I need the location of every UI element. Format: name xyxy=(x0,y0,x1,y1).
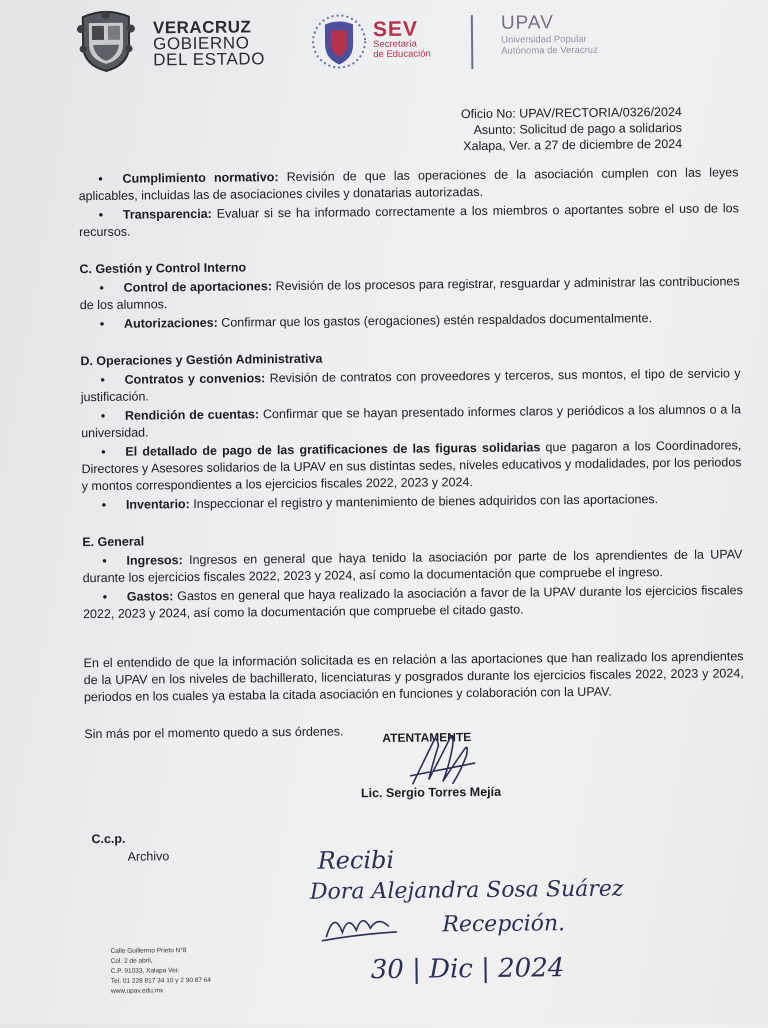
section-heading: D. Operaciones y Gestión Administrativa xyxy=(80,351,323,369)
closing-paragraph: En el entendido de que la información solicitada es en relación a las aportaciones que han realizado los aprendientes de la UPAV en los niveles de bachillerato, licenciaturas y posgrados durante los ejercicios fiscales 2022, 2023 y 2024, periodos en los cuales ya estaba la citada asociación en funciones y colaboración con la UPAV. xyxy=(83,649,744,705)
handwritten-line: Dora Alejandra Sosa Suárez xyxy=(309,876,624,905)
initials-scribble xyxy=(322,920,396,940)
upav-name: UPAV Universidad Popular Autónoma de Veracruz xyxy=(500,12,598,57)
asunto: Asunto: Solicitud de pago a solidarios xyxy=(473,120,683,138)
list-item: • Contratos y convenios: Revisión de contratos con proveedores y terceros, sus montos, el tipo de servicio y justificación. xyxy=(80,366,741,405)
list-item: • El detallado de pago de las gratificaciones de las figuras solidarias que pagaron a los Coordinadores, Directores y Asesores solidarios de la UPAV en sus distintas sedes, niveles educativos y modalidades, por los periodos y montos correspondientes a los ejercicios fiscales 2022, 2023 y 2024. xyxy=(81,438,742,494)
list-item: • Transparencia: Evaluar si se ha informado correctamente a los miembros o aportantes sobre el uso de los recursos. xyxy=(78,201,739,240)
state-government-name: VERACRUZ GOBIERNO DEL ESTADO xyxy=(152,17,266,70)
letterhead xyxy=(75,3,676,79)
reference-block xyxy=(461,104,682,154)
handwritten-receipt-note xyxy=(303,837,665,991)
sev-logo xyxy=(311,12,368,71)
section-heading: C. Gestión y Control Interno xyxy=(79,260,247,277)
handwritten-line: Recepción. xyxy=(442,911,566,938)
ccp-archivo: Archivo xyxy=(127,849,170,864)
list-item: • Cumplimiento normativo: Revisión de que las operaciones de la asociación cumplen con las leyes aplicables, incluidas las de asociaciones civiles y donatarias autorizadas. xyxy=(78,165,739,204)
handwritten-line: 30 | Dic | 2024 xyxy=(370,953,565,986)
list-item: • Inventario: Inspeccionar el registro y mantenimiento de bienes adquiridos con las aportaciones. xyxy=(101,492,659,512)
header-divider xyxy=(471,15,473,69)
oficio-number: Oficio No: UPAV/RECTORIA/0326/2024 xyxy=(460,104,682,122)
institution-address: Calle Guillermo Prieto N°8 Col. 2 de abril, C.P. 91033, Xalapa Ver. Tel. 01 228 817 34 10 y 2 90 87 64 www.upav.edu.mx xyxy=(110,947,212,995)
section-heading: E. General xyxy=(82,534,145,550)
ccp-label: C.c.p. xyxy=(91,831,126,847)
list-item: • Rendición de cuentas: Confirmar que se hayan presentado informes claros y periódicos a los alumnos o a la universidad. xyxy=(81,402,742,441)
handwritten-line: Recibi xyxy=(317,845,395,875)
letter-body xyxy=(78,164,744,746)
atentamente: ATENTAMENTE xyxy=(382,730,472,746)
list-item: • Gastos: Gastos en general que haya realizado la asociación a favor de la UPAV durante los ejercicios fiscales 2022, 2023 y 2024, así como la documentación que compruebe el citado gasto. xyxy=(82,583,743,622)
closing-line: Sin más por el momento quedo a sus órdenes. xyxy=(84,724,344,742)
list-item: • Ingresos: Ingresos en general que haya tenido la asociación por parte de los aprendientes de la UPAV durante los ejercicios fiscales 2022, 2023 y 2024, así como la documentación que compruebe el ingreso. xyxy=(82,547,743,586)
place-date: Xalapa, Ver. a 27 de diciembre de 2024 xyxy=(463,136,683,154)
veracruz-shield-logo xyxy=(75,9,138,74)
signer-name: Lic. Sergio Torres Mejía xyxy=(360,784,502,801)
sev-name: SEV Secretaría de Educación xyxy=(372,17,431,61)
list-item: • Autorizaciones: Confirmar que los gastos (erogaciones) estén respaldados documentalmente. xyxy=(99,311,653,331)
list-item: • Control de aportaciones: Revisión de los procesos para registrar, resguardar y administrar las contribuciones de los alumnos. xyxy=(79,274,740,313)
